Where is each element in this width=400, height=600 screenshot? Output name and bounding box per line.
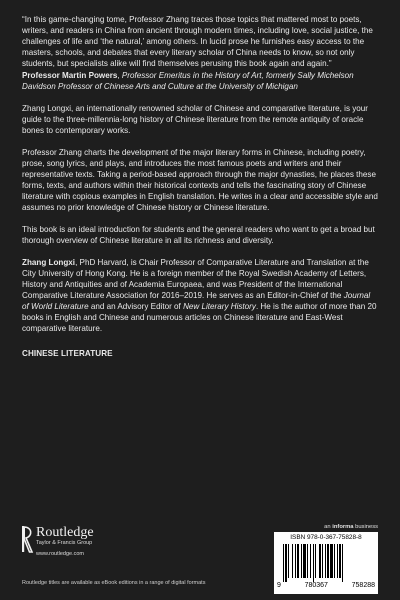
publisher-name: Routledge (36, 525, 94, 540)
publisher-group: Taylor & Francis Group (36, 540, 93, 546)
journal-title-1: Journal of World Literature (22, 291, 371, 311)
description-paragraph-3: This book is an ideal introduction for students and the general readers who want to get a broad but thorough overview of Chinese literature in all its richness and diversity. (22, 225, 375, 245)
barcode-bars (283, 544, 369, 582)
informa-brand: informa (332, 524, 354, 530)
isbn-text: ISBN 978-0-367-75828-8 (290, 534, 362, 541)
author-bio: Zhang Longxi, PhD Harvard, is Chair Professor of Comparative Literature and Translation at the City University of Hong Kong. He is a foreign member of the Royal Swedish Academy of Letters, History and Antiquities and of Academia Europaea, and was President of the International Comparative Literature Association for 2016–2019. He serves as an Editor-in-Chief of the Journal of World Literature and an Advisory Editor of New Literary History. He is the author of more than 20 books in English and Chinese and numerous articles on Chinese literature and East-West comparative literature. (22, 258, 377, 333)
subject-category: CHINESE LITERATURE (22, 349, 113, 358)
publisher-url: www.routledge.com (36, 551, 84, 557)
publisher-logo (22, 526, 94, 558)
endorsement-quote: “In this game-changing tome, Professor Zhang traces those topics that mattered most to poets, writers, and readers in China from ancient through modern times, including love, social justice, the challenges of life and ‘the natural,’ among others. In lucid prose he furnishes easy access to the masters, schools, and debates that every literary scholar of China needs to know, so not only students, but specialists alike will find themselves perusing this book again and again.” (22, 15, 373, 68)
ebook-note: Routledge titles are available as eBook editions in a range of digital formats (22, 580, 206, 586)
cover-footer (22, 524, 378, 594)
endorsement-attribution: Professor Martin Powers, Professor Emeritus in the History of Art, formerly Sally Michelson Davidson Professor of Chinese Arts and Culture at the University of Michigan (22, 71, 354, 91)
endorser-name: Professor Martin Powers (22, 71, 118, 80)
journal-title-2: New Literary History (183, 302, 256, 311)
description-paragraph-2: Professor Zhang charts the development of the major literary forms in Chinese, including poetry, prose, song lyrics, and plays, and introduces the most famous poets and writers and their representative texts. Taking a period-based approach through the major dynasties, he places these forms, texts, and authors within their historical contexts and tells the fascinating story of Chinese literature with copious examples in English translation. He writes in a clear and accessible style and assumes no prior knowledge of Chinese history or Chinese literature. (22, 148, 378, 212)
description-paragraph-1: Zhang Longxi, an internationally renowned scholar of Chinese and comparative literature, is your guide to the three-millennia-long history of Chinese literature from the remote antiquity of oracle bones to contemporary works. (22, 104, 368, 135)
barcode-numbers: 9 780367 758288 (277, 582, 375, 589)
author-name: Zhang Longxi (22, 258, 76, 267)
routledge-logo-icon (22, 526, 32, 552)
barcode-panel (274, 532, 378, 594)
back-cover-text (22, 14, 378, 359)
endorser-title: Professor Emeritus in the History of Art, formerly Sally Michelson Davidson Professor of Chinese Arts and Culture at the University of Michigan (22, 71, 354, 91)
informa-business-label: an informa business (324, 524, 378, 530)
